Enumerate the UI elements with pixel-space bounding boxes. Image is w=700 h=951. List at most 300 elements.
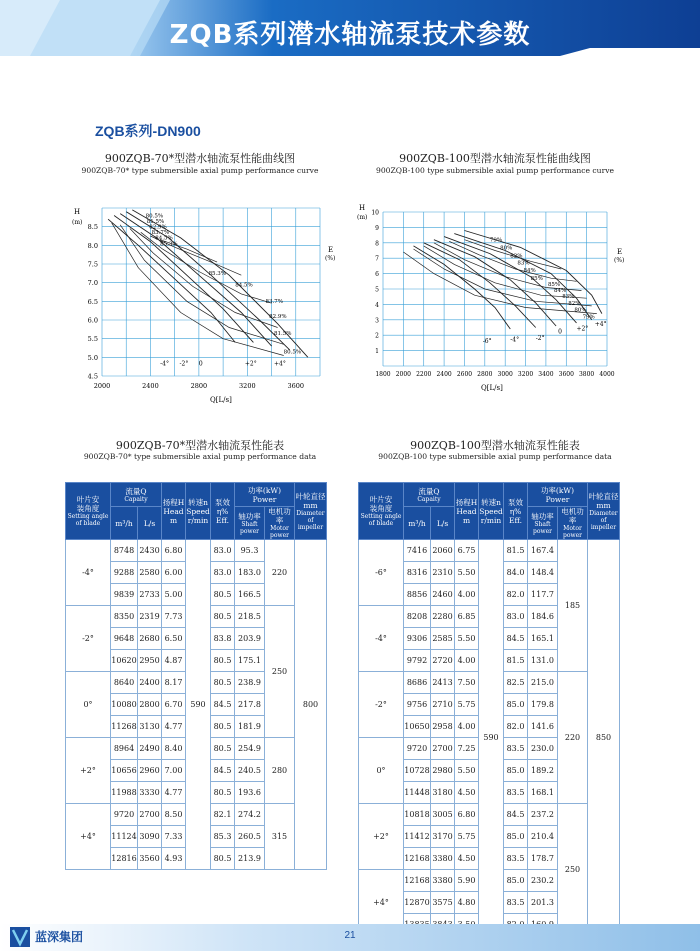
x-tick-label: 3200 [517,371,534,378]
efficiency-label: 79% [489,237,503,244]
right-y-unit: (m) [357,214,368,221]
efficiency-cell: 83.0 [211,562,235,584]
x-tick-label: 2000 [93,382,111,390]
blade-angle-label: +2° [576,325,589,333]
flow-m3h-cell: 8686 [404,672,431,694]
left-e-unit: (%) [325,255,336,262]
x-tick-label: 3400 [538,371,554,378]
efficiency-cell: 83.5 [504,848,528,870]
header-shaft-power: 轴功率 Shaft power [528,507,558,540]
x-tick-label: 3200 [239,382,256,390]
efficiency-label: 84% [554,288,567,295]
efficiency-label: 82.9% [149,224,167,231]
efficiency-label: 83.7% [151,230,170,237]
x-tick-label: 2800 [190,382,208,390]
header-power: 功率(kW) Power [528,483,588,507]
efficiency-cell: 84.0 [504,562,528,584]
efficiency-cell: 84.5 [211,760,235,782]
header-efficiency: 泵效 η% Eff. [504,483,528,540]
y-tick-label: 3 [375,317,379,325]
efficiency-label: 81.5% [146,218,165,225]
y-tick-label: 9 [375,224,379,232]
efficiency-label: 84.5% [155,235,173,242]
blade-angle-label: 0 [558,328,562,336]
flow-m3h-cell: 12168 [404,848,431,870]
efficiency-cell: 85.0 [504,694,528,716]
left-chart-title: 900ZQB-70*型潜水轴流泵性能曲线图 [104,152,296,165]
head-cell: 6.85 [455,606,479,628]
motor-power-cell: 185 [558,540,588,672]
flow-m3h-cell: 10728 [404,760,431,782]
flow-m3h-cell: 8748 [111,540,138,562]
left-y-label: H [74,208,81,216]
shaft-power-cell: 148.4 [528,562,558,584]
flow-m3h-cell: 9792 [404,650,431,672]
flow-m3h-cell: 10650 [404,716,431,738]
efficiency-cell: 84.5 [504,804,528,826]
flow-ls-cell: 2733 [138,584,162,606]
head-cell: 4.00 [455,584,479,606]
header-head: 扬程H Head m [162,483,186,540]
y-tick-label: 4 [375,301,379,309]
blade-angle-label: -4° [510,336,520,344]
header-efficiency: 泵效 η% Eff. [211,483,235,540]
efficiency-label: 84.5% [235,282,253,289]
header-angle: 叶片安 装角度 Setting angle of blade [359,483,404,540]
blade-angle-cell: +4° [66,804,111,870]
x-tick-label: 3000 [497,371,513,378]
blade-angle-label: -6° [482,337,492,345]
flow-ls-cell: 2060 [431,540,455,562]
x-tick-label: 2400 [436,371,452,378]
header-flow-m3h: m³/h [111,507,138,540]
x-tick-label: 2200 [416,371,432,378]
efficiency-label: 80% [574,307,587,314]
flow-m3h-cell: 11412 [404,826,431,848]
header-flow-m3h: m³/h [404,507,431,540]
blade-angle-label: +4° [273,360,286,368]
flow-ls-cell: 3330 [138,782,162,804]
shaft-power-cell: 240.5 [235,760,265,782]
left-x-label: Q[L/s] [210,396,232,404]
flow-ls-cell: 2950 [138,650,162,672]
diameter-cell: 850 [588,540,620,936]
flow-ls-cell: 3130 [138,716,162,738]
head-cell: 8.40 [162,738,186,760]
head-curve [120,214,271,347]
head-cell: 6.00 [162,562,186,584]
left-e-label: E [328,246,334,254]
efficiency-cell: 84.5 [504,628,528,650]
flow-ls-cell: 2460 [431,584,455,606]
shaft-power-cell: 175.1 [235,650,265,672]
y-tick-label: 5 [375,286,379,294]
efficiency-cell: 80.5 [211,716,235,738]
efficiency-cell: 80.5 [211,848,235,870]
shaft-power-cell: 238.9 [235,672,265,694]
efficiency-cell: 83.5 [504,892,528,914]
x-tick-label: 3600 [558,371,574,378]
flow-ls-cell: 3575 [431,892,455,914]
y-tick-label: 6 [375,271,379,279]
motor-power-cell: 250 [265,606,295,738]
efficiency-label: 80.5% [145,213,164,220]
head-cell: 4.00 [455,650,479,672]
head-cell: 4.50 [455,848,479,870]
efficiency-label: 81.5% [273,330,292,337]
flow-ls-cell: 2280 [431,606,455,628]
flow-m3h-cell: 10818 [404,804,431,826]
shaft-power-cell: 218.5 [235,606,265,628]
blade-angle-cell: -4° [66,540,111,606]
flow-m3h-cell: 9756 [404,694,431,716]
flow-m3h-cell: 12870 [404,892,431,914]
shaft-power-cell: 183.0 [235,562,265,584]
flow-m3h-cell: 9648 [111,628,138,650]
flow-ls-cell: 2960 [138,760,162,782]
flow-ls-cell: 2319 [138,606,162,628]
head-cell: 6.80 [162,540,186,562]
head-cell: 4.77 [162,716,186,738]
flow-ls-cell: 3560 [138,848,162,870]
shaft-power-cell: 203.9 [235,628,265,650]
efficiency-label: 84% [523,268,536,275]
flow-m3h-cell: 8640 [111,672,138,694]
shaft-power-cell: 141.6 [528,716,558,738]
flow-m3h-cell: 11124 [111,826,138,848]
right-table-subtitle: 900ZQB-100 type submersible axial pump performance data [378,452,612,461]
shaft-power-cell: 179.8 [528,694,558,716]
head-cell: 4.77 [162,782,186,804]
flow-ls-cell: 3170 [431,826,455,848]
header-motor-power: 电机功率 Motor power [265,507,295,540]
blade-angle-cell: -2° [66,606,111,672]
head-cell: 6.70 [162,694,186,716]
flow-m3h-cell: 10620 [111,650,138,672]
flow-ls-cell: 2800 [138,694,162,716]
right-table [358,482,620,936]
flow-m3h-cell: 12168 [404,870,431,892]
blade-angle-label: -2° [535,334,545,342]
flow-m3h-cell: 8316 [404,562,431,584]
y-tick-label: 7.5 [87,260,98,269]
flow-ls-cell: 2310 [431,562,455,584]
header-angle: 叶片安 装角度 Setting angle of blade [66,483,111,540]
flow-m3h-cell: 9288 [111,562,138,584]
efficiency-curve [120,225,287,344]
shaft-power-cell: 131.0 [528,650,558,672]
flow-ls-cell: 2430 [138,540,162,562]
flow-ls-cell: 3380 [431,870,455,892]
efficiency-cell: 85.0 [504,870,528,892]
blade-angle-cell: -2° [359,672,404,738]
efficiency-cell: 84.5 [211,694,235,716]
header-diameter: 叶轮直径 mm Diameter of impeller [588,483,620,540]
efficiency-cell: 82.0 [504,584,528,606]
motor-power-cell: 280 [265,738,295,804]
efficiency-label: 82% [510,253,523,260]
efficiency-cell: 83.5 [504,782,528,804]
flow-m3h-cell: 8964 [111,738,138,760]
right-e-label: E [617,248,623,256]
efficiency-cell: 85.0 [504,826,528,848]
flow-ls-cell: 3180 [431,782,455,804]
header-power: 功率(kW) Power [235,483,295,507]
head-cell: 4.50 [455,782,479,804]
flow-m3h-cell: 9720 [404,738,431,760]
blade-angle-label: +4° [594,320,607,328]
head-cell: 7.50 [455,672,479,694]
flow-ls-cell: 3090 [138,826,162,848]
flow-ls-cell: 2720 [431,650,455,672]
flow-m3h-cell: 12816 [111,848,138,870]
y-tick-label: 10 [371,209,379,217]
y-tick-label: 8.5 [87,223,98,232]
efficiency-cell: 85.3 [211,826,235,848]
motor-power-cell: 220 [265,540,295,606]
y-tick-label: 8.0 [87,241,98,250]
shaft-power-cell: 260.5 [235,826,265,848]
shaft-power-cell: 213.9 [235,848,265,870]
flow-ls-cell: 3380 [431,848,455,870]
brand-logo-icon [10,927,30,947]
y-tick-label: 7 [375,255,379,263]
blade-angle-cell: 0° [66,672,111,738]
efficiency-label: 83% [517,260,530,267]
shaft-power-cell: 165.1 [528,628,558,650]
right-e-unit: (%) [614,257,625,264]
table-row [66,540,327,562]
shaft-power-cell: 184.6 [528,606,558,628]
speed-cell: 590 [479,540,504,936]
shaft-power-cell: 117.7 [528,584,558,606]
x-tick-label: 3800 [578,371,595,378]
right-x-label: Q[L/s] [481,384,503,392]
efficiency-cell: 83.0 [504,606,528,628]
blade-angle-cell: +2° [359,804,404,870]
efficiency-label: 82% [568,301,581,308]
right-chart-subtitle: 900ZQB-100 type submersible axial pump performance curve [376,166,614,175]
efficiency-cell: 83.0 [211,540,235,562]
shaft-power-cell: 237.2 [528,804,558,826]
blade-angle-cell: -6° [359,540,404,606]
table-row [359,540,620,562]
flow-ls-cell: 2680 [138,628,162,650]
shaft-power-cell: 210.4 [528,826,558,848]
efficiency-cell: 80.5 [211,672,235,694]
efficiency-label: 85% [530,275,543,282]
efficiency-cell: 81.5 [504,540,528,562]
header-flow: 流量Q Capaity [404,483,455,507]
head-cell: 4.00 [455,716,479,738]
head-cell: 6.80 [455,804,479,826]
flow-ls-cell: 2980 [431,760,455,782]
blade-angle-label: 0 [198,360,203,368]
left-y-unit: (m) [72,219,83,226]
header-head: 扬程H Head m [455,483,479,540]
efficiency-cell: 80.5 [211,650,235,672]
shaft-power-cell: 201.3 [528,892,558,914]
page-number: 21 [344,930,356,941]
y-tick-label: 6.0 [87,316,98,325]
flow-m3h-cell: 9839 [111,584,138,606]
shaft-power-cell: 168.1 [528,782,558,804]
shaft-power-cell: 254.9 [235,738,265,760]
efficiency-label: 83% [562,294,575,301]
right-y-label: H [359,204,366,212]
brand-name: 蓝深集团 [35,930,84,944]
x-tick-label: 2800 [477,371,493,378]
y-tick-label: 2 [375,332,379,340]
efficiency-label: 80.5% [283,349,302,356]
efficiency-label: 80% [500,245,513,252]
left-performance-table [65,482,327,870]
flow-m3h-cell: 7416 [404,540,431,562]
x-tick-label: 2000 [395,371,412,378]
efficiency-cell: 85.0 [504,760,528,782]
y-tick-label: 5.5 [87,335,98,344]
blade-angle-cell: -4° [359,606,404,672]
efficiency-label: 82.9% [269,314,287,321]
y-tick-label: 6.5 [87,297,98,306]
header-speed: 转速n Speed r/min [186,483,211,540]
head-cell: 7.73 [162,606,186,628]
efficiency-cell: 80.5 [211,606,235,628]
head-cell: 5.75 [455,826,479,848]
x-tick-label: 3600 [287,382,305,390]
motor-power-cell: 315 [265,804,295,870]
efficiency-cell: 81.5 [504,650,528,672]
flow-ls-cell: 2700 [138,804,162,826]
x-tick-label: 1800 [375,371,391,378]
efficiency-label: 85.3% [160,241,178,248]
efficiency-label: 85.3% [208,271,227,278]
flow-m3h-cell: 11448 [404,782,431,804]
y-tick-label: 5.0 [87,353,98,362]
left-table-title: 900ZQB-70*型潜水轴流泵性能表 [115,439,285,452]
flow-ls-cell: 2490 [138,738,162,760]
shaft-power-cell: 167.4 [528,540,558,562]
header-speed: 转速n Speed r/min [479,483,504,540]
flow-ls-cell: 2413 [431,672,455,694]
page-title: ZQB系列潜水轴流泵技术参数 [169,20,531,50]
efficiency-cell: 83.8 [211,628,235,650]
blade-angle-cell: +2° [66,738,111,804]
head-cell: 5.50 [455,628,479,650]
blade-angle-cell: +4° [359,870,404,936]
shaft-power-cell: 178.7 [528,848,558,870]
shaft-power-cell: 230.0 [528,738,558,760]
flow-m3h-cell: 8856 [404,584,431,606]
flow-m3h-cell: 9720 [111,804,138,826]
shaft-power-cell: 217.8 [235,694,265,716]
efficiency-label: 83.7% [265,299,283,306]
series-title: ZQB系列-DN900 [95,123,201,139]
head-cell: 4.80 [455,892,479,914]
efficiency-cell: 80.5 [211,738,235,760]
head-cell: 5.00 [162,584,186,606]
diameter-cell: 800 [295,540,327,870]
flow-m3h-cell: 11988 [111,782,138,804]
y-tick-label: 8 [375,240,379,248]
efficiency-cell: 80.5 [211,584,235,606]
left-chart-subtitle: 900ZQB-70* type submersible axial pump performance curve [81,166,319,175]
shaft-power-cell: 193.6 [235,782,265,804]
right-performance-table [358,482,620,936]
head-cell: 8.17 [162,672,186,694]
left-performance-chart [70,200,340,410]
efficiency-cell: 82.0 [504,716,528,738]
head-cell: 7.25 [455,738,479,760]
head-cell: 8.50 [162,804,186,826]
flow-m3h-cell: 10080 [111,694,138,716]
efficiency-cell: 83.5 [504,738,528,760]
efficiency-cell: 82.5 [504,672,528,694]
page-header [0,0,700,75]
blade-angle-label: -2° [179,360,189,368]
header-diameter: 叶轮直径 mm Diameter of impeller [295,483,327,540]
blade-angle-cell: 0° [359,738,404,804]
head-cell: 5.50 [455,760,479,782]
right-chart-title: 900ZQB-100型潜水轴流泵性能曲线图 [399,152,591,165]
flow-ls-cell: 2585 [431,628,455,650]
shaft-power-cell: 189.2 [528,760,558,782]
x-tick-label: 2400 [142,382,159,390]
y-tick-label: 1 [375,348,379,356]
flow-ls-cell: 2710 [431,694,455,716]
motor-power-cell: 250 [558,804,588,936]
x-tick-label: 4000 [599,371,615,378]
flow-ls-cell: 2580 [138,562,162,584]
head-cell: 5.90 [455,870,479,892]
left-table [65,482,327,870]
left-table-subtitle: 900ZQB-70* type submersible axial pump performance data [83,452,317,461]
head-cell: 7.00 [162,760,186,782]
head-cell: 6.75 [455,540,479,562]
header-flow: 流量Q Capaity [111,483,162,507]
flow-ls-cell: 2400 [138,672,162,694]
blade-angle-label: -4° [160,360,169,368]
motor-power-cell: 220 [558,672,588,804]
flow-m3h-cell: 11268 [111,716,138,738]
efficiency-label: 79% [582,314,595,321]
speed-cell: 590 [186,540,211,870]
efficiency-label: 85% [547,281,561,288]
efficiency-cell: 82.1 [211,804,235,826]
shaft-power-cell: 181.9 [235,716,265,738]
flow-m3h-cell: 10656 [111,760,138,782]
header-flow-ls: L/s [431,507,455,540]
shaft-power-cell: 95.3 [235,540,265,562]
head-cell: 6.50 [162,628,186,650]
header-shaft-power: 轴功率 Shaft power [235,507,265,540]
head-cell: 5.50 [455,562,479,584]
head-cell: 4.87 [162,650,186,672]
right-performance-chart [355,200,630,395]
right-table-title: 900ZQB-100型潜水轴流泵性能表 [410,439,580,452]
flow-m3h-cell: 9306 [404,628,431,650]
flow-ls-cell: 3005 [431,804,455,826]
y-tick-label: 7.0 [87,279,98,288]
head-cell: 4.93 [162,848,186,870]
header-flow-ls: L/s [138,507,162,540]
flow-m3h-cell: 8208 [404,606,431,628]
flow-m3h-cell: 8350 [111,606,138,628]
blade-angle-label: +2° [244,360,257,368]
header-motor-power: 电机功率 Motor power [558,507,588,540]
x-tick-label: 2600 [456,371,473,378]
shaft-power-cell: 230.2 [528,870,558,892]
